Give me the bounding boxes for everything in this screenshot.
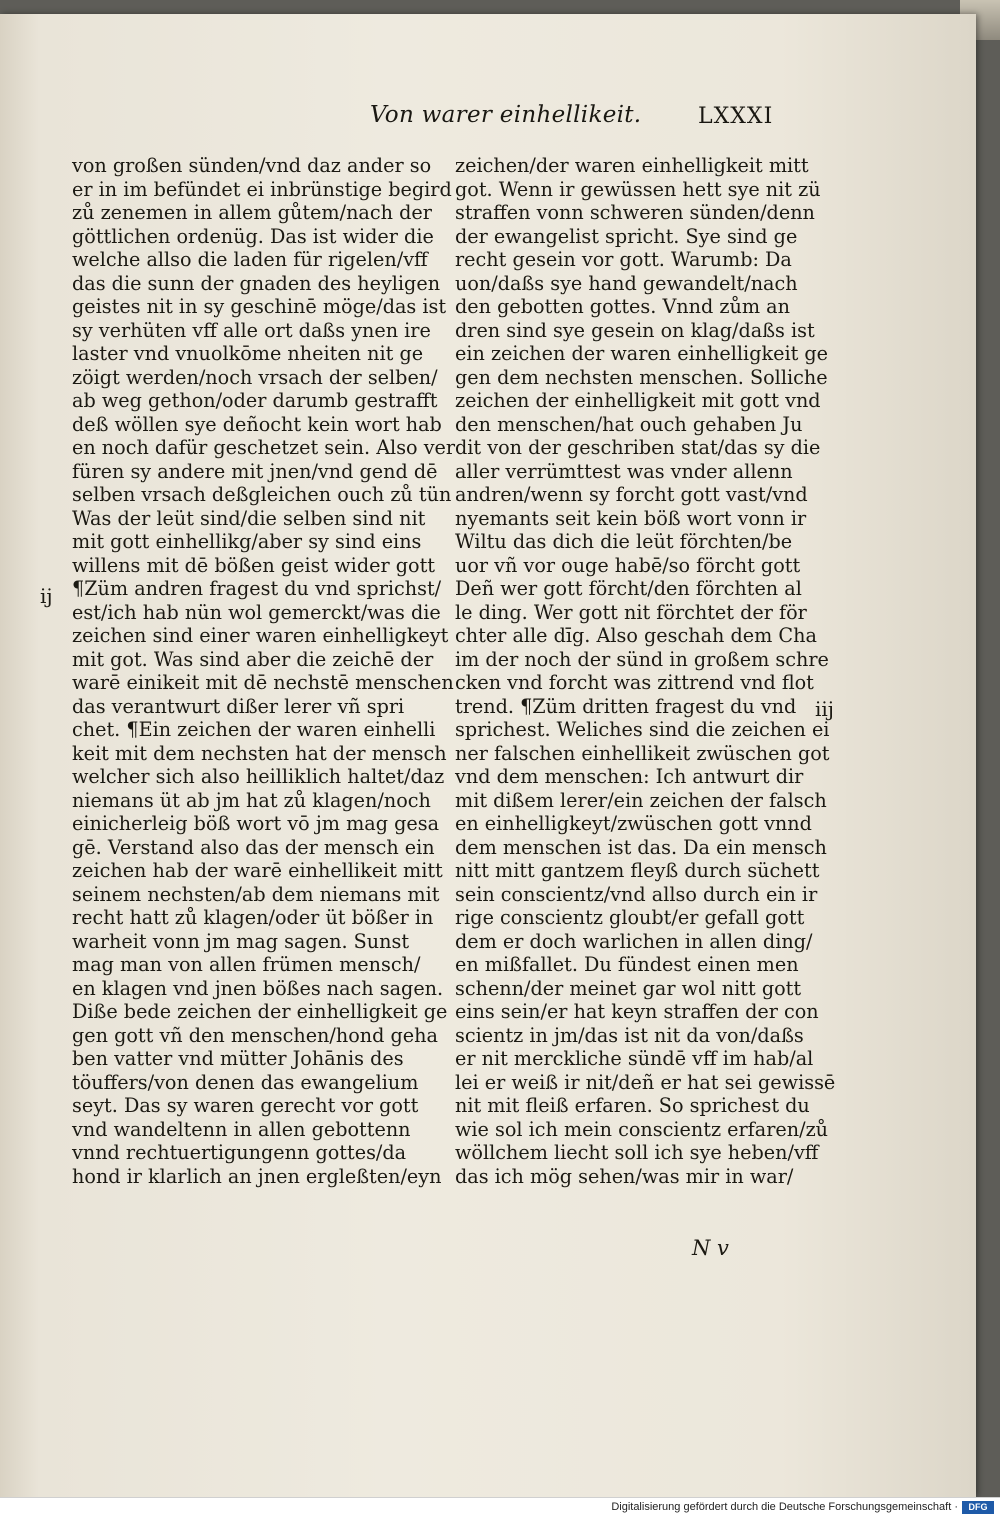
text-line: dit von der geschriben stat/das sy die — [455, 436, 821, 459]
text-line: scientz in jm/das ist nit da von/daßs — [455, 1023, 804, 1047]
text-line: lei er weiß ir nit/deñ er hat sei gewissē — [455, 1070, 836, 1094]
footer-bar — [0, 1497, 1000, 1518]
text-line: welche allso die laden für rigelen/vff — [72, 248, 428, 271]
text-line: recht hatt zů klagen/oder üt bößer in — [72, 906, 434, 929]
text-line: chet. ¶Ein zeichen der waren einhelli — [72, 718, 436, 741]
text-line: welcher sich also heilliklich haltet/daz — [72, 765, 445, 788]
text-line: vnd dem menschen: Ich antwurt dir — [455, 765, 804, 788]
text-line: im der noch der sünd in großem schre — [455, 647, 829, 671]
text-line: der ewangelist spricht. Sye sind ge — [455, 224, 798, 248]
text-line: warheit vonn jm mag sagen. Sunst — [72, 929, 410, 953]
text-line: nit mit fleiß erfaren. So sprichest du — [455, 1094, 810, 1117]
text-line: keit mit dem nechsten hat der mensch — [72, 741, 447, 765]
folio-number: LXXXI — [698, 104, 774, 129]
text-line: mit gott einhellikg/aber sy sind eins — [72, 530, 422, 553]
margin-note-left: ij — [40, 584, 53, 608]
text-line: uon/daßs sye hand gewandelt/nach — [455, 271, 798, 295]
text-line: das ich mög sehen/was mir in war/ — [455, 1164, 794, 1188]
book-page — [0, 14, 976, 1497]
text-line: das die sunn der gnaden des heyligen — [72, 271, 441, 295]
text-line: er nit merckliche sündē vff im hab/al — [455, 1047, 814, 1070]
text-line: dren sind sye gesein on klag/daßs ist — [455, 318, 815, 342]
running-head: Von warer einhellikeit. — [370, 102, 642, 128]
text-line: le ding. Wer gott nit förchtet der för — [455, 600, 807, 624]
text-line: warē einikeit mit dē nechstē menschen — [72, 671, 454, 694]
text-line: trend. ¶Züm dritten fragest du vnd — [455, 694, 797, 718]
text-line: zöigt werden/noch vrsach der selben/ — [72, 365, 438, 389]
text-line: wie sol ich mein conscientz erfaren/zů — [455, 1117, 829, 1141]
text-line: eins sein/er hat keyn straffen der con — [455, 1000, 819, 1023]
text-line: niemans üt ab jm hat zů klagen/noch — [72, 788, 431, 812]
text-line: sprichest. Weliches sind die zeichen ei — [455, 718, 830, 741]
text-line: chter alle dīg. Also geschah dem Cha — [455, 624, 817, 647]
text-line: deß wöllen sye deñocht kein wort hab — [72, 412, 442, 436]
text-line: Wiltu das dich die leüt förchten/be — [455, 530, 793, 553]
text-line: zeichen/der waren einhelligkeit mitt — [455, 154, 809, 177]
text-line: den gebotten gottes. Vnnd zům an — [455, 295, 790, 318]
text-line: den menschen/hat ouch gehaben Ju — [455, 412, 803, 436]
text-line: uor vñ vor ouge habē/so förcht gott — [455, 553, 801, 577]
text-line: seinem nechsten/ab dem niemans mit — [72, 882, 440, 906]
text-line: füren sy andere mit jnen/vnd gend dē — [72, 459, 438, 483]
text-line: ein zeichen der waren einhelligkeit ge — [455, 342, 829, 365]
text-line: rige conscientz gloubt/er gefall gott — [455, 906, 805, 929]
left-text-column — [72, 154, 456, 1188]
text-line: aller verrümttest was vnder allenn — [455, 459, 793, 483]
text-line: töuffers/von denen das ewangelium — [72, 1070, 419, 1094]
text-line: gen dem nechsten menschen. Solliche — [455, 365, 828, 389]
text-line: sy verhüten vff alle ort daßs ynen ire — [72, 318, 431, 342]
text-line: mit got. Was sind aber die zeichē der — [72, 647, 434, 671]
text-line: nyemants seit kein böß wort vonn ir — [455, 506, 807, 530]
text-line: ner falschen einhellikeit zwüschen got — [455, 741, 830, 765]
text-line: schenn/der meinet gar wol nitt gott — [455, 976, 802, 1000]
text-line: wöllchem liecht soll ich sye heben/vff — [455, 1141, 819, 1164]
text-line: cken vnd forcht was zittrend vnd flot — [455, 671, 814, 694]
text-line: sein conscientz/vnd allso durch ein ir — [455, 882, 818, 906]
text-line: recht gesein vor gott. Warumb: Da — [455, 248, 792, 271]
text-line: got. Wenn ir gewüssen hett sye nit zü — [455, 177, 821, 201]
text-line: gē. Verstand also das der mensch ein — [72, 835, 435, 859]
text-line: en mißfallet. Du fündest einen men — [455, 953, 799, 976]
text-line: nitt mitt gantzem fleyß durch süchett — [455, 859, 820, 882]
text-line: ab weg gethon/oder darumb gestrafft — [72, 389, 438, 412]
text-line: ben vatter vnd mütter Johānis des — [72, 1047, 404, 1070]
text-line: das verantwurt dißer lerer vñ spri — [72, 694, 405, 718]
text-line: en noch dafür geschetzet sein. Also ver — [72, 436, 456, 459]
text-line: zeichen sind einer waren einhelligkeyt — [72, 624, 449, 647]
text-line: en klagen vnd jnen bößes nach sagen. — [72, 976, 444, 1000]
text-line: mit dißem lerer/ein zeichen der falsch — [455, 788, 827, 812]
text-line: dem er doch warlichen in allen ding/ — [455, 929, 813, 953]
text-line: zeichen hab der warē einhellikeit mitt — [72, 859, 443, 882]
text-line: selben vrsach deßgleichen ouch zů tün — [72, 483, 452, 506]
text-line: geistes nit in sy geschinē möge/das ist — [72, 295, 447, 318]
text-line: straffen vonn schweren sünden/denn — [455, 201, 815, 224]
text-line: mag man von allen frümen mensch/ — [72, 953, 421, 976]
text-line: zeichen der einhelligkeit mit gott vnd — [455, 389, 821, 412]
text-line: göttlichen ordenüg. Das ist wider die — [72, 224, 434, 248]
text-line: est/ich hab nün wol gemerckt/was die — [72, 600, 441, 624]
margin-note-right: iij — [815, 697, 834, 721]
text-line: laster vnd vnuolkōme nheiten nit ge — [72, 342, 424, 365]
signature-mark: N v — [692, 1236, 729, 1260]
text-line: seyt. Das sy waren gerecht vor gott — [72, 1094, 419, 1117]
text-line: vnnd rechtuertigungenn gottes/da — [72, 1141, 407, 1164]
text-line: Deñ wer gott förcht/den förchten al — [455, 577, 802, 600]
text-line: zů zenemen in allem gůtem/nach der — [72, 201, 432, 224]
text-line: gen gott vñ den menschen/hond geha — [72, 1023, 438, 1047]
text-line: andren/wenn sy forcht gott vast/vnd — [455, 483, 808, 506]
footer-funding-text: Digitalisierung gefördert durch die Deutsche Forschungsgemeinschaft · — [611, 1501, 958, 1513]
text-line: einicherleig böß wort vō jm mag gesa — [72, 812, 440, 835]
dfg-logo: DFG — [962, 1501, 994, 1514]
text-line: Diße bede zeichen der einhelligkeit ge — [72, 1000, 448, 1023]
text-line: hond ir klarlich an jnen ergleßten/eyn — [72, 1164, 442, 1188]
text-line: en einhelligkeyt/zwüschen gott vnnd — [455, 812, 812, 835]
text-line: willens mit dē bößen geist wider gott — [72, 553, 435, 577]
text-line: Was der leüt sind/die selben sind nit — [72, 506, 426, 530]
text-line: vnd wandeltenn in allen gebottenn — [72, 1117, 411, 1141]
text-line: ¶Züm andren fragest du vnd sprichst/ — [72, 577, 442, 600]
text-line: er in im befündet ei inbrünstige begird — [72, 177, 452, 201]
text-line: dem menschen ist das. Da ein mensch — [455, 835, 827, 859]
text-line: von großen sünden/vnd daz ander so — [72, 154, 432, 177]
